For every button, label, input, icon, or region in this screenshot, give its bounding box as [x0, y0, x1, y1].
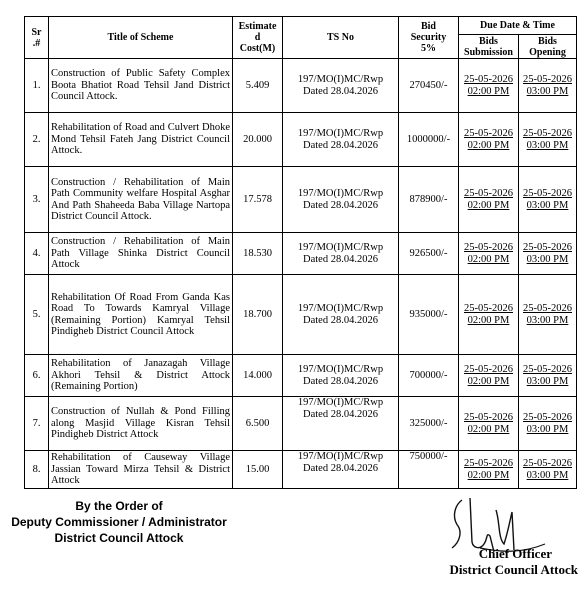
row-bid-security: 878900/-: [399, 167, 459, 233]
submission-date: 25-05-2026: [464, 188, 513, 199]
row-ts-no: 197/MO(I)MC/Rwp Dated 28.04.2026: [283, 167, 399, 233]
submission-time: 02:00 PM: [467, 469, 510, 481]
table-row: [25, 59, 577, 113]
opening-time: 03:00 PM: [526, 375, 569, 387]
opening-time: 03:00 PM: [526, 469, 569, 481]
opening-time: 03:00 PM: [526, 314, 569, 326]
row-submission: [459, 355, 519, 397]
row-bid-security: 926500/-: [399, 233, 459, 275]
opening-time: 03:00 PM: [526, 423, 569, 435]
row-bid-security: 935000/-: [399, 275, 459, 355]
row-opening: [519, 275, 577, 355]
row-ts-no: 197/MO(I)MC/Rwp Dated 28.04.2026: [283, 233, 399, 275]
row-sr: 8.: [25, 451, 49, 489]
row-bid-security: 325000/-: [399, 397, 459, 451]
submission-date: 25-05-2026: [464, 364, 513, 375]
row-title: Rehabilitation of Road and Culvert Dhoke Mond Tehsil Fateh Jang District Council Attock.: [49, 113, 233, 167]
row-ts-no: 197/MO(I)MC/Rwp Dated 28.04.2026: [283, 397, 399, 451]
row-title: Construction of Public Safety Complex Boota Bhatiot Road Tehsil Jand District Council Attock.: [49, 59, 233, 113]
header-title: Title of Scheme: [49, 17, 233, 59]
row-opening: [519, 355, 577, 397]
row-cost: 15.00: [233, 451, 283, 489]
row-sr: 2.: [25, 113, 49, 167]
tender-table: [24, 16, 577, 489]
table-row: [25, 355, 577, 397]
row-submission: [459, 167, 519, 233]
row-cost: 17.578: [233, 167, 283, 233]
row-opening: [519, 113, 577, 167]
row-cost: 18.530: [233, 233, 283, 275]
row-cost: 18.700: [233, 275, 283, 355]
opening-time: 03:00 PM: [526, 85, 569, 97]
opening-date: 25-05-2026: [523, 458, 572, 469]
header-due-date-time: Due Date & Time: [459, 17, 577, 35]
header-sr: Sr .#: [25, 17, 49, 59]
row-submission: [459, 451, 519, 489]
row-submission: [459, 275, 519, 355]
submission-time: 02:00 PM: [467, 314, 510, 326]
table-row: [25, 451, 577, 489]
row-title: Construction / Rehabilitation of Main Path Community welfare Hospital Asghar And Path Shaheeda Baba Village Nartopa District Council Attock.: [49, 167, 233, 233]
row-sr: 3.: [25, 167, 49, 233]
order-block: [0, 498, 238, 546]
row-cost: 5.409: [233, 59, 283, 113]
opening-time: 03:00 PM: [526, 199, 569, 211]
submission-date: 25-05-2026: [464, 74, 513, 85]
order-line-1: By the Order of: [75, 499, 163, 513]
row-sr: 7.: [25, 397, 49, 451]
officer-title: Chief Officer: [478, 546, 552, 561]
officer-block: [382, 546, 578, 578]
row-submission: [459, 397, 519, 451]
row-ts-no: 197/MO(I)MC/Rwp Dated 28.04.2026: [283, 113, 399, 167]
row-title: Construction / Rehabilitation of Main Path Village Shinka District Council Attock: [49, 233, 233, 275]
opening-date: 25-05-2026: [523, 74, 572, 85]
row-opening: [519, 233, 577, 275]
row-opening: [519, 167, 577, 233]
opening-date: 25-05-2026: [523, 303, 572, 314]
submission-date: 25-05-2026: [464, 412, 513, 423]
row-cost: 14.000: [233, 355, 283, 397]
table-row: [25, 275, 577, 355]
submission-date: 25-05-2026: [464, 128, 513, 139]
row-sr: 6.: [25, 355, 49, 397]
submission-time: 02:00 PM: [467, 423, 510, 435]
row-sr: 5.: [25, 275, 49, 355]
opening-time: 03:00 PM: [526, 253, 569, 265]
submission-time: 02:00 PM: [467, 85, 510, 97]
row-sr: 4.: [25, 233, 49, 275]
opening-date: 25-05-2026: [523, 412, 572, 423]
row-cost: 6.500: [233, 397, 283, 451]
row-title: Construction of Nullah & Pond Filling along Masjid Village Kisran Tehsil Pindigheb District Attock: [49, 397, 233, 451]
header-bids-opening: Bids Opening: [519, 35, 577, 59]
opening-time: 03:00 PM: [526, 139, 569, 151]
submission-time: 02:00 PM: [467, 139, 510, 151]
submission-time: 02:00 PM: [467, 199, 510, 211]
row-submission: [459, 233, 519, 275]
row-sr: 1.: [25, 59, 49, 113]
table-row: [25, 233, 577, 275]
opening-date: 25-05-2026: [523, 188, 572, 199]
row-bid-security: 1000000/-: [399, 113, 459, 167]
header-bids-submission: Bids Submission: [459, 35, 519, 59]
opening-date: 25-05-2026: [523, 242, 572, 253]
row-ts-no: 197/MO(I)MC/Rwp Dated 28.04.2026: [283, 355, 399, 397]
row-opening: [519, 59, 577, 113]
row-bid-security: 700000/-: [399, 355, 459, 397]
row-submission: [459, 59, 519, 113]
submission-time: 02:00 PM: [467, 253, 510, 265]
row-title: Rehabilitation Of Road From Ganda Kas Road To Towards Kamryal Village (Remaining Portion) Kamryal Tehsil Pindigheb District Council Attock: [49, 275, 233, 355]
row-bid-security: 750000/-: [399, 451, 459, 489]
table-row: [25, 397, 577, 451]
submission-date: 25-05-2026: [464, 303, 513, 314]
row-ts-no: 197/MO(I)MC/Rwp Dated 28.04.2026: [283, 59, 399, 113]
submission-time: 02:00 PM: [467, 375, 510, 387]
row-submission: [459, 113, 519, 167]
order-line-2: Deputy Commissioner / Administrator: [11, 515, 227, 529]
row-ts-no: 197/MO(I)MC/Rwp Dated 28.04.2026: [283, 451, 399, 489]
row-opening: [519, 451, 577, 489]
opening-date: 25-05-2026: [523, 364, 572, 375]
row-ts-no: 197/MO(I)MC/Rwp Dated 28.04.2026: [283, 275, 399, 355]
row-bid-security: 270450/-: [399, 59, 459, 113]
order-line-3: District Council Attock: [54, 531, 184, 545]
header-ts-no: TS No: [283, 17, 399, 59]
submission-date: 25-05-2026: [464, 242, 513, 253]
header-bid-security: Bid Security 5%: [399, 17, 459, 59]
table-row: [25, 113, 577, 167]
table-row: [25, 167, 577, 233]
row-title: Rehabilitation of Causeway Village Jassian Toward Mirza Tehsil & District Attock: [49, 451, 233, 489]
row-cost: 20.000: [233, 113, 283, 167]
header-estimated-cost: Estimate d Cost(M): [233, 17, 283, 59]
opening-date: 25-05-2026: [523, 128, 572, 139]
officer-org: District Council Attock: [449, 562, 578, 577]
row-opening: [519, 397, 577, 451]
submission-date: 25-05-2026: [464, 458, 513, 469]
row-title: Rehabilitation of Janazagah Village Akhori Tehsil & District Attock (Remaining Portion): [49, 355, 233, 397]
